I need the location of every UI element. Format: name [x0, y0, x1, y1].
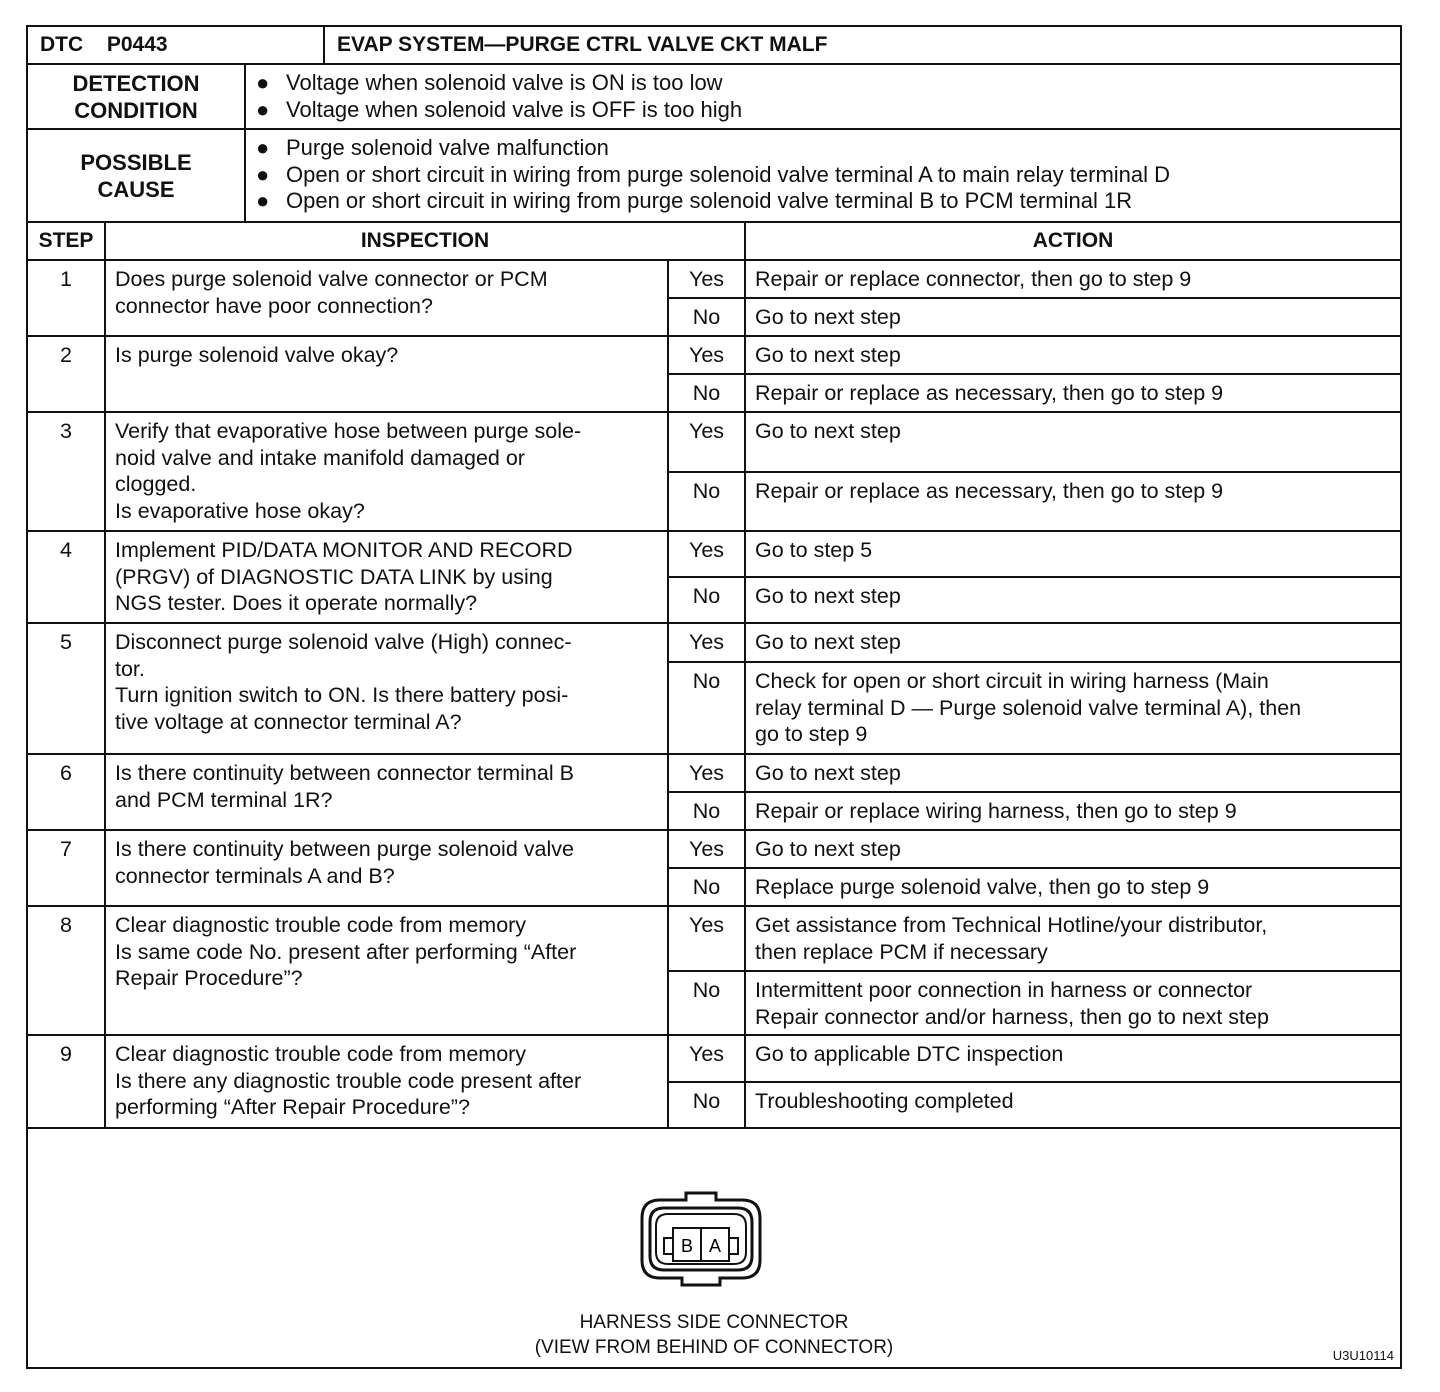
- action-line: Get assistance from Technical Hotline/your distributor,: [755, 913, 1268, 937]
- inspection-line: and PCM terminal 1R?: [115, 787, 333, 812]
- step-row-yes: [28, 531, 1400, 577]
- terminal-a-label: A: [708, 1236, 722, 1256]
- inspection-line: noid valve and intake manifold damaged or: [115, 445, 525, 470]
- yes-label: Yes: [668, 1035, 745, 1082]
- dtc-title: EVAP SYSTEM—PURGE CTRL VALVE CKT MALF: [324, 27, 1400, 64]
- possible-cause-list: [245, 129, 1400, 222]
- inspection-line: Is purge solenoid valve okay?: [115, 343, 399, 367]
- inspection-line: Does purge solenoid valve connector or PCM: [115, 267, 548, 291]
- inspection-line: connector have poor connection?: [115, 293, 433, 318]
- action-line: then replace PCM if necessary: [755, 939, 1048, 964]
- step-inspection: [105, 1035, 668, 1128]
- no-label: No: [668, 1082, 745, 1128]
- inspection-line: Is there continuity between purge solenoid valve: [115, 837, 574, 861]
- step-row-yes: [28, 412, 1400, 472]
- action-line: relay terminal D — Purge solenoid valve terminal A), then: [755, 695, 1302, 720]
- inspection-column-header: INSPECTION: [105, 223, 745, 260]
- action-column-header: ACTION: [745, 223, 1400, 260]
- inspection-line: Is evaporative hose okay?: [115, 498, 365, 523]
- action-line: Repair or replace wiring harness, then go to step 9: [755, 799, 1237, 823]
- inspection-line: tor.: [115, 656, 145, 681]
- action-line: Repair connector and/or harness, then go to next step: [755, 1004, 1269, 1029]
- no-action: [745, 868, 1400, 906]
- detection-condition-list: [245, 65, 1400, 129]
- bullet-icon: ●: [256, 96, 270, 122]
- possible-cause-text: Purge solenoid valve malfunction: [286, 135, 609, 160]
- no-label: No: [668, 971, 745, 1035]
- yes-action: [745, 1035, 1400, 1082]
- step-number: 9: [28, 1035, 105, 1128]
- action-line: Check for open or short circuit in wiring harness (Main: [755, 669, 1269, 693]
- no-action: [745, 577, 1400, 623]
- detection-label-line2: CONDITION: [74, 97, 198, 123]
- step-number: 8: [28, 906, 105, 1035]
- step-number: 6: [28, 754, 105, 830]
- connector-caption-line1: HARNESS SIDE CONNECTOR: [579, 1312, 849, 1333]
- step-row-yes: [28, 754, 1400, 792]
- detection-condition-item: [256, 70, 1400, 97]
- yes-label: Yes: [668, 260, 745, 298]
- no-action: [745, 971, 1400, 1035]
- step-row-yes: [28, 830, 1400, 868]
- connector-caption: [28, 1310, 1400, 1360]
- inspection-steps-table: [28, 223, 1400, 1129]
- possible-cause-text: Open or short circuit in wiring from purge solenoid valve terminal A to main relay terminal D: [286, 161, 1171, 187]
- connector-diagram: [28, 1135, 1400, 1367]
- step-number: 3: [28, 412, 105, 531]
- inspection-line: Implement PID/DATA MONITOR AND RECORD: [115, 538, 573, 562]
- inspection-line: Is there continuity between connector terminal B: [115, 761, 574, 785]
- action-line: Go to next step: [755, 419, 901, 443]
- yes-label: Yes: [668, 906, 745, 971]
- yes-action: [745, 623, 1400, 662]
- step-number: 7: [28, 830, 105, 906]
- step-inspection: [105, 830, 668, 906]
- detection-condition-item: [256, 97, 1400, 124]
- yes-action: [745, 260, 1400, 298]
- no-action: [745, 1082, 1400, 1128]
- bullet-icon: ●: [256, 135, 270, 160]
- inspection-line: Verify that evaporative hose between purge sole-: [115, 419, 582, 443]
- step-number: 4: [28, 531, 105, 623]
- detection-condition-text: Voltage when solenoid valve is ON is too low: [286, 70, 723, 95]
- step-inspection: [105, 336, 668, 412]
- action-line: go to step 9: [755, 722, 868, 746]
- harness-connector-icon: [636, 1190, 766, 1295]
- action-line: Go to step 5: [755, 538, 873, 562]
- no-label: No: [668, 792, 745, 830]
- detection-condition-table: [28, 65, 1400, 223]
- yes-label: Yes: [668, 531, 745, 577]
- possible-cause-item: [256, 135, 1400, 162]
- possible-cause-text: Open or short circuit in wiring from purge solenoid valve terminal B to PCM terminal 1R: [286, 188, 1133, 213]
- no-action: [745, 792, 1400, 830]
- no-label: No: [668, 298, 745, 336]
- step-number: 5: [28, 623, 105, 754]
- yes-label: Yes: [668, 830, 745, 868]
- action-line: Go to next step: [755, 584, 901, 608]
- step-row-yes: [28, 1035, 1400, 1082]
- inspection-line: clogged.: [115, 472, 197, 496]
- step-inspection: [105, 260, 668, 336]
- no-label: No: [668, 472, 745, 531]
- no-action: [745, 472, 1400, 531]
- yes-action: [745, 412, 1400, 472]
- yes-label: Yes: [668, 623, 745, 662]
- action-line: Go to next step: [755, 305, 901, 329]
- inspection-line: tive voltage at connector terminal A?: [115, 709, 462, 734]
- bullet-icon: ●: [256, 70, 270, 95]
- yes-label: Yes: [668, 754, 745, 792]
- inspection-line: Repair Procedure”?: [115, 966, 303, 990]
- action-line: Intermittent poor connection in harness or connector: [755, 978, 1253, 1002]
- action-line: Go to next step: [755, 343, 901, 367]
- step-inspection: [105, 906, 668, 1035]
- inspection-line: Is there any diagnostic trouble code present after: [115, 1068, 582, 1093]
- action-line: Troubleshooting completed: [755, 1089, 1014, 1113]
- yes-action: [745, 336, 1400, 374]
- detection-label-line1: DETECTION: [72, 70, 200, 96]
- action-line: Repair or replace as necessary, then go to step 9: [755, 479, 1224, 503]
- step-inspection: [105, 623, 668, 754]
- possible-cause-label: [28, 129, 245, 222]
- inspection-line: connector terminals A and B?: [115, 863, 395, 888]
- step-column-header: STEP: [28, 223, 105, 260]
- possible-cause-label-line2: CAUSE: [97, 176, 175, 202]
- possible-cause-item: [256, 188, 1400, 215]
- yes-action: [745, 906, 1400, 971]
- no-label: No: [668, 374, 745, 412]
- connector-caption-line2: (VIEW FROM BEHIND OF CONNECTOR): [534, 1337, 894, 1358]
- yes-action: [745, 754, 1400, 792]
- inspection-line: Disconnect purge solenoid valve (High) connec-: [115, 630, 572, 654]
- action-line: Replace purge solenoid valve, then go to step 9: [755, 875, 1210, 899]
- no-label: No: [668, 577, 745, 623]
- step-row-yes: [28, 260, 1400, 298]
- dtc-code-cell: [28, 27, 324, 64]
- dtc-header: [28, 27, 1400, 65]
- inspection-line: NGS tester. Does it operate normally?: [115, 591, 478, 615]
- step-number: 2: [28, 336, 105, 412]
- possible-cause-label-line1: POSSIBLE: [80, 149, 192, 175]
- step-inspection: [105, 754, 668, 830]
- no-label: No: [668, 868, 745, 906]
- possible-cause-item: [256, 162, 1400, 189]
- dtc-sheet: [26, 25, 1402, 1369]
- inspection-line: Turn ignition switch to ON. Is there battery posi-: [115, 683, 569, 707]
- bullet-icon: ●: [256, 188, 270, 213]
- figure-code: U3U10114: [1332, 1348, 1394, 1363]
- action-line: Go to next step: [755, 630, 901, 654]
- no-label: No: [668, 662, 745, 754]
- inspection-line: performing “After Repair Procedure”?: [115, 1095, 470, 1119]
- yes-label: Yes: [668, 412, 745, 472]
- action-line: Repair or replace connector, then go to step 9: [755, 267, 1192, 291]
- no-action: [745, 662, 1400, 754]
- inspection-line: Clear diagnostic trouble code from memory: [115, 1042, 527, 1066]
- yes-action: [745, 830, 1400, 868]
- no-action: [745, 374, 1400, 412]
- inspection-line: Is same code No. present after performing “After: [115, 939, 577, 964]
- step-number: 1: [28, 260, 105, 336]
- step-row-yes: [28, 336, 1400, 374]
- detection-condition-text: Voltage when solenoid valve is OFF is too high: [286, 96, 743, 122]
- step-inspection: [105, 412, 668, 531]
- step-inspection: [105, 531, 668, 623]
- step-row-yes: [28, 623, 1400, 662]
- dtc-label: DTC: [40, 33, 84, 56]
- inspection-line: Clear diagnostic trouble code from memory: [115, 913, 527, 937]
- action-line: Go to next step: [755, 837, 901, 861]
- no-action: [745, 298, 1400, 336]
- dtc-code: P0443: [106, 33, 168, 56]
- detection-condition-label: [28, 65, 245, 129]
- yes-label: Yes: [668, 336, 745, 374]
- action-line: Go to applicable DTC inspection: [755, 1042, 1064, 1066]
- inspection-line: (PRGV) of DIAGNOSTIC DATA LINK by using: [115, 564, 553, 589]
- action-line: Go to next step: [755, 761, 901, 785]
- terminal-b-label: B: [680, 1236, 694, 1256]
- bullet-icon: ●: [256, 161, 270, 187]
- yes-action: [745, 531, 1400, 577]
- step-row-yes: [28, 906, 1400, 971]
- action-line: Repair or replace as necessary, then go to step 9: [755, 381, 1224, 405]
